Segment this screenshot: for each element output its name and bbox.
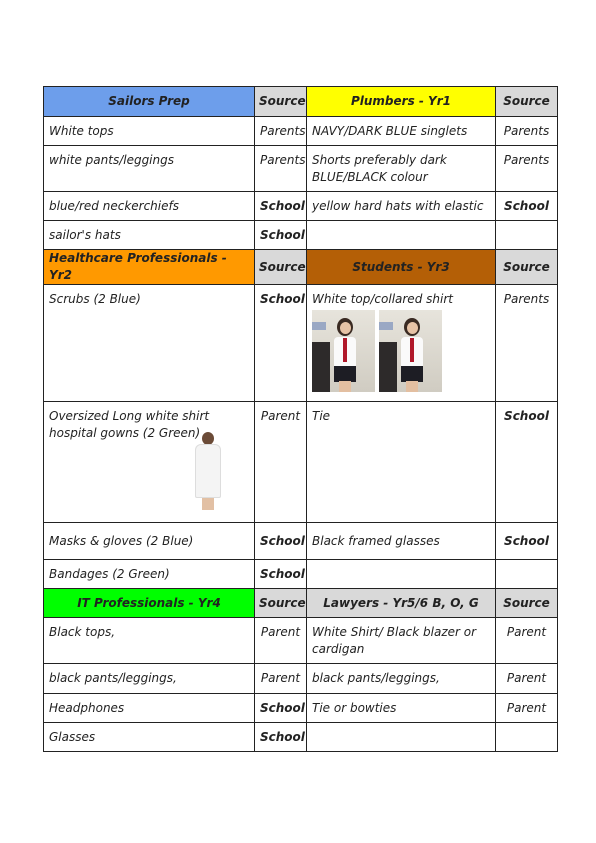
source-cell [496,221,558,250]
source-cell: Parent [255,664,307,694]
table-row [44,402,558,523]
source-cell: Parent [496,618,558,664]
group-title-sailors-prep: Sailors Prep [44,87,255,117]
source-cell: Parent [496,664,558,694]
table-row [44,664,558,694]
table-row [44,192,558,221]
item-cell: black pants/leggings, [44,664,255,694]
item-cell: Shorts preferably dark BLUE/BLACK colour [307,146,496,192]
item-cell: Tie [307,402,496,523]
item-cell: Black framed glasses [307,523,496,560]
item-cell-with-photo [44,402,255,523]
item-cell: white pants/leggings [44,146,255,192]
table-row [44,117,558,146]
item-cell: sailor's hats [44,221,255,250]
source-header: Source [496,250,558,285]
source-header: Source [255,87,307,117]
source-cell: School [255,285,307,402]
item-cell: Headphones [44,694,255,723]
table-row [44,285,558,402]
source-cell: Parents [255,117,307,146]
source-cell: Parents [496,285,558,402]
source-header: Source [255,589,307,618]
group-title-plumbers: Plumbers - Yr1 [307,87,496,117]
source-header: Source [255,250,307,285]
source-cell: School [496,523,558,560]
table-row [44,723,558,752]
item-label: Oversized Long white shirt hospital gowns (2 Green) [49,409,210,440]
item-cell: black pants/leggings, [307,664,496,694]
group-title-healthcare: Healthcare Professionals - Yr2 [44,250,255,285]
source-cell: Parents [496,117,558,146]
source-cell: School [255,723,307,752]
item-cell [307,560,496,589]
item-label: White top/collared shirt [312,292,453,306]
item-cell: Black tops, [44,618,255,664]
student-uniform-photo [312,310,375,392]
source-cell: School [255,694,307,723]
group-title-it-professionals: IT Professionals - Yr4 [44,589,255,618]
item-cell: White Shirt/ Black blazer or cardigan [307,618,496,664]
item-cell [307,221,496,250]
section-header-row [44,250,558,285]
source-header: Source [496,589,558,618]
source-cell: School [496,192,558,221]
source-cell [496,560,558,589]
source-cell: Parent [496,694,558,723]
item-cell: yellow hard hats with elastic [307,192,496,221]
source-cell: School [255,192,307,221]
item-cell: NAVY/DARK BLUE singlets [307,117,496,146]
table-row [44,146,558,192]
item-cell: Scrubs (2 Blue) [44,285,255,402]
table-row [44,560,558,589]
table-row [44,221,558,250]
source-cell: Parent [255,618,307,664]
student-uniform-photo [379,310,442,392]
item-cell-with-photos [307,285,496,402]
table-row [44,618,558,664]
item-cell: Masks & gloves (2 Blue) [44,523,255,560]
group-title-students: Students - Yr3 [307,250,496,285]
source-cell: Parent [255,402,307,523]
source-cell: School [255,221,307,250]
item-cell: Bandages (2 Green) [44,560,255,589]
item-cell [307,723,496,752]
item-cell: blue/red neckerchiefs [44,192,255,221]
item-cell: Glasses [44,723,255,752]
item-cell: Tie or bowties [307,694,496,723]
source-cell: Parents [255,146,307,192]
item-cell: White tops [44,117,255,146]
costume-table [43,86,558,752]
source-header: Source [496,87,558,117]
source-cell: Parents [496,146,558,192]
source-cell [496,723,558,752]
section-header-row [44,87,558,117]
source-cell: School [496,402,558,523]
table-row [44,694,558,723]
section-header-row [44,589,558,618]
table-row [44,523,558,560]
source-cell: School [255,523,307,560]
group-title-lawyers: Lawyers - Yr5/6 B, O, G [307,589,496,618]
hospital-gown-photo [193,432,223,512]
source-cell: School [255,560,307,589]
